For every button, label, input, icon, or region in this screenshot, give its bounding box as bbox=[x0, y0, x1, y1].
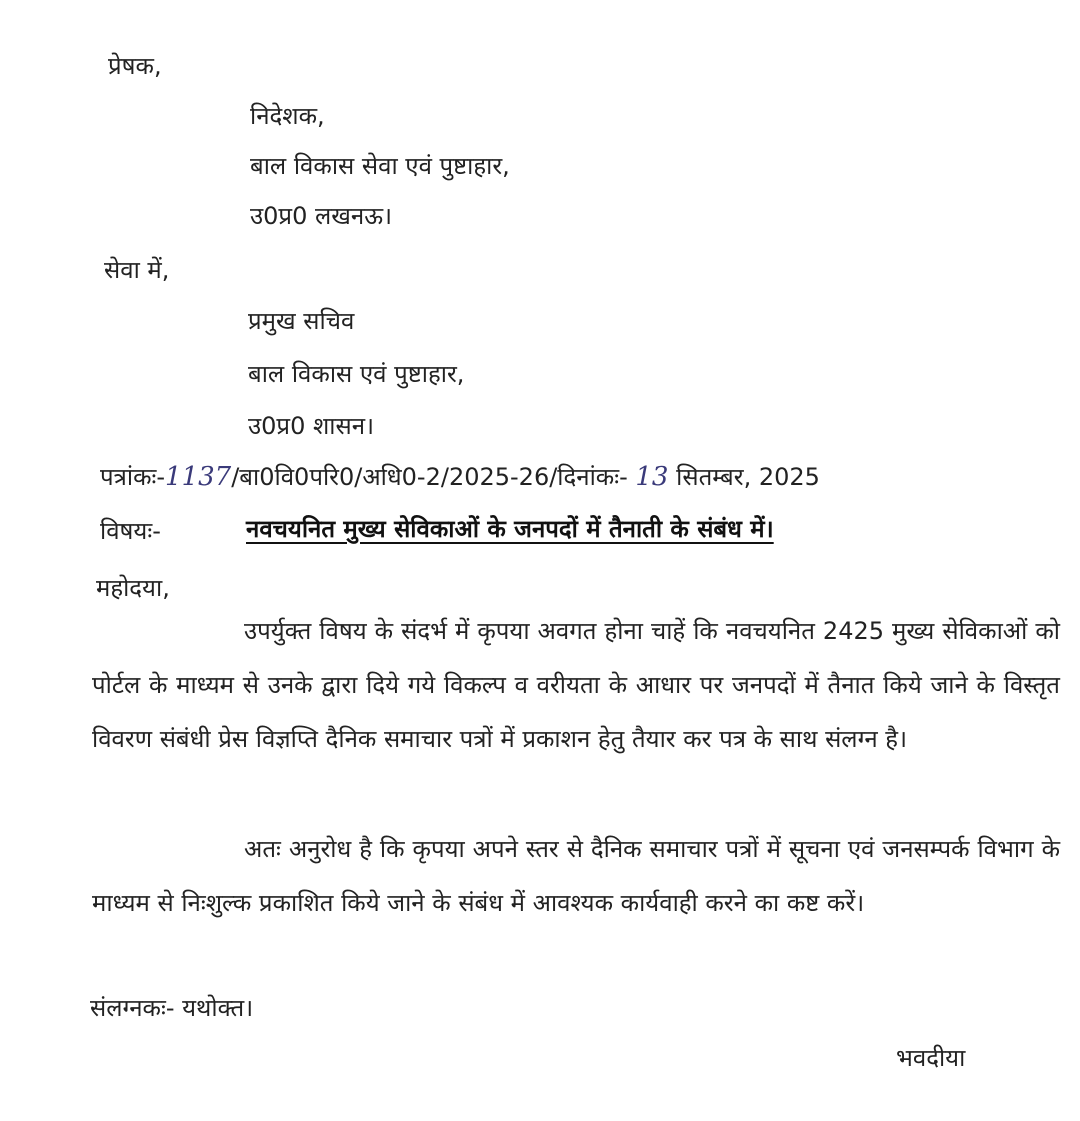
sender-line-location: उ0प्र0 लखनऊ। bbox=[250, 202, 393, 230]
salutation: महोदया, bbox=[96, 574, 170, 602]
reference-text: /बा0वि0परि0/अधि0-2/2025-26/दिनांकः- bbox=[231, 463, 628, 491]
recipient-line-location: उ0प्र0 शासन। bbox=[248, 412, 375, 440]
sender-line-department: बाल विकास सेवा एवं पुष्टाहार, bbox=[250, 152, 510, 180]
sender-line-designation: निदेशक, bbox=[250, 102, 325, 130]
body-paragraph-1-text: उपर्युक्त विषय के संदर्भ में कृपया अवगत होना चाहें कि नवचयनित 2425 मुख्य सेविकाओं को पोर्टल के माध्यम से उनके द्वारा दिये गये विकल्प व वरीयता के आधार पर जनपदों में तैनात किये जाने के विस्तृत विवरण संबंधी प्रेस विज्ञप्ति दैनिक समाचार पत्रों में प्रकाशन हेतु तैयार कर पत्र के साथ संलग्न है। bbox=[92, 617, 1060, 753]
subject-text: नवचयनित मुख्य सेविकाओं के जनपदों में तैनाती के संबंध में। bbox=[246, 515, 774, 543]
body-paragraph-2-text: अतः अनुरोध है कि कृपया अपने स्तर से दैनिक समाचार पत्रों में सूचना एवं जनसम्पर्क विभाग के माध्यम से निःशुल्क प्रकाशित किये जाने के संबंध में आवश्यक कार्यवाही करने का कष्ट करें। bbox=[92, 835, 1060, 917]
handwritten-letter-number: 1137 bbox=[165, 462, 232, 492]
reference-line bbox=[100, 462, 820, 493]
closing: भवदीया bbox=[896, 1044, 966, 1072]
handwritten-day: 13 bbox=[635, 462, 669, 492]
sender-label: प्रेषक, bbox=[108, 52, 162, 80]
recipient-label: सेवा में, bbox=[104, 256, 170, 284]
body-paragraph-2 bbox=[92, 822, 1060, 930]
recipient-line-department: बाल विकास एवं पुष्टाहार, bbox=[248, 360, 465, 388]
reference-label: पत्रांकः- bbox=[100, 463, 166, 491]
recipient-line-designation: प्रमुख सचिव bbox=[248, 307, 355, 335]
reference-month-year: सितम्बर, 2025 bbox=[676, 463, 820, 491]
enclosure-note: संलग्नकः- यथोक्त। bbox=[90, 994, 254, 1022]
subject-label: विषयः- bbox=[100, 517, 161, 545]
body-paragraph-1 bbox=[92, 604, 1060, 766]
